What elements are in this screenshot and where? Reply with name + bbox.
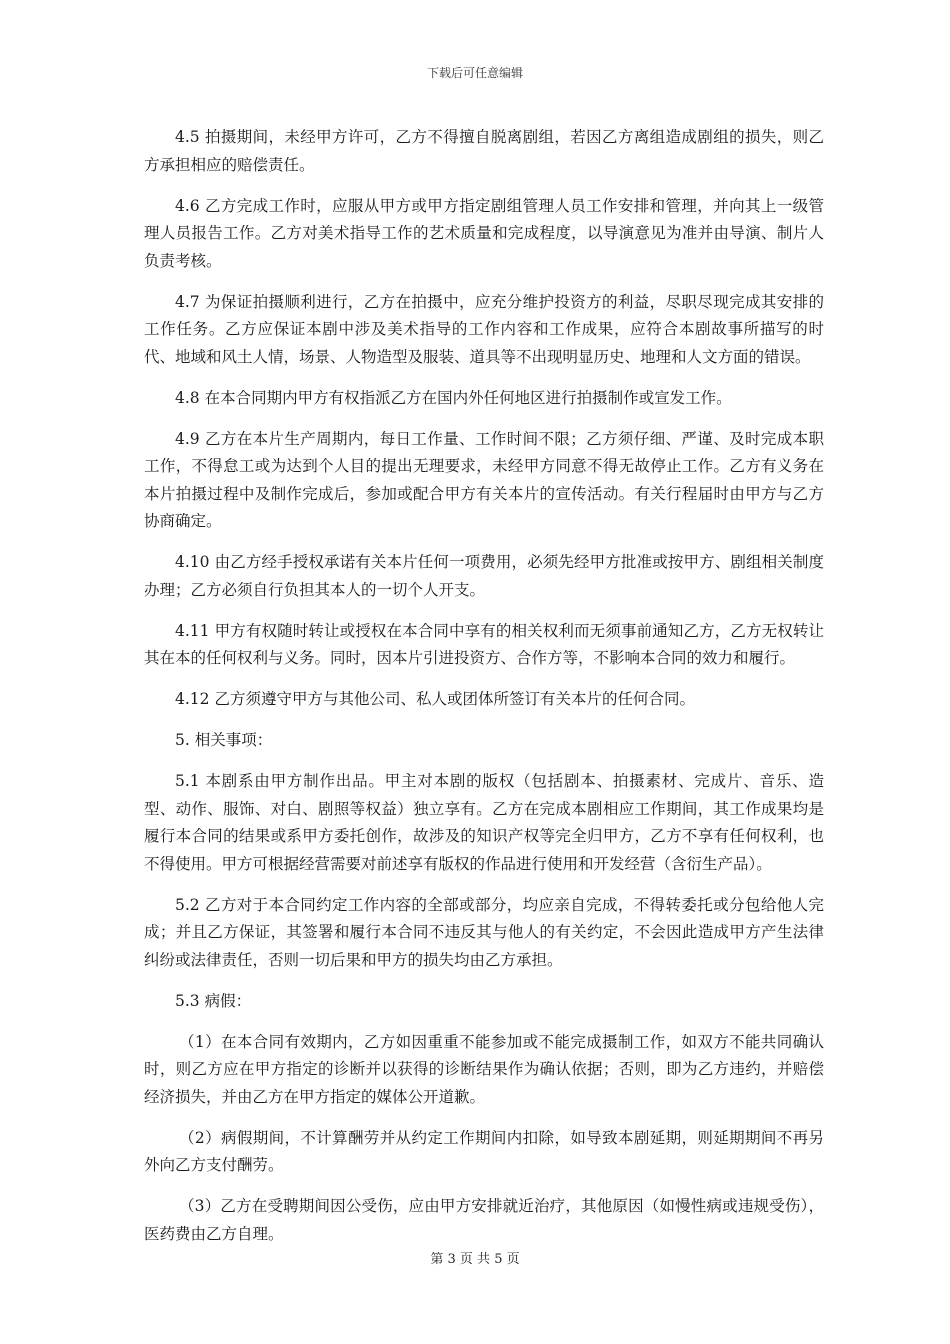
- clause-4-12: 4.12 乙方须遵守甲方与其他公司、私人或团体所签订有关本片的任何合同。: [175, 690, 695, 708]
- clause-4-10: 4.10 由乙方经手授权承诺有关本片任何一项费用，必须先经甲方批准或按甲方、剧组相关制度办理；乙方必须自行负担其本人的一切个人开支。: [144, 553, 824, 599]
- clause-5-3-item-3: （3）乙方在受聘期间因公受伤，应由甲方安排就近治疗，其他原因（如慢性病或违规受伤），医药费由乙方自理。: [144, 1197, 824, 1243]
- clause-5-3-item-1: （1）在本合同有效期内，乙方如因重重不能参加或不能完成摄制工作，如双方不能共同确认时，则乙方应在甲方指定的诊断并以获得的诊断结果作为确认依据；否则，即为乙方违约，并赔偿经济损失，并由乙方在甲方指定的媒体公开道歉。: [144, 1032, 824, 1106]
- clause-4-11: 4.11 甲方有权随时转让或授权在本合同中享有的相关权利而无须事前通知乙方，乙方无权转让其在本的任何权利与义务。同时，因本片引进投资方、合作方等，不影响本合同的效力和履行。: [144, 621, 824, 667]
- clause-4-7: 4.7 为保证拍摄顺利进行，乙方在拍摄中，应充分维护投资方的利益，尽职尽现完成其安排的工作任务。乙方应保证本剧中涉及美术指导的工作内容和工作成果，应符合本剧故事所描写的时代、地域和风土人情，场景、人物造型及服装、道具等不出现明显历史、地理和人文方面的错误。: [144, 292, 824, 366]
- section-5-heading: 5. 相关事项：: [175, 731, 273, 749]
- clause-5-3-heading: 5.3 病假：: [175, 991, 252, 1010]
- clause-5-3-item-2: （2）病假期间，不计算酬劳并从约定工作期间内扣除，如导致本剧延期，则延期期间不再另外向乙方支付酬劳。: [144, 1128, 824, 1174]
- clause-5-1: 5.1 本剧系由甲方制作出品。甲主对本剧的版权（包括剧本、拍摄素材、完成片、音乐、造型、动作、服饰、对白、剧照等权益）独立享有。乙方在完成本剧相应工作期间，其工作成果均是履行本合同的结果或系甲方委托创作，故涉及的知识产权等完全归甲方，乙方不享有任何权利，也不得使用。甲方可根据经营需要对前述享有版权的作品进行使用和开发经营（含衍生产品）。: [144, 772, 824, 873]
- clause-4-9: 4.9 乙方在本片生产周期内，每日工作量、工作时间不限；乙方须仔细、严谨、及时完成本职工作，不得怠工或为达到个人目的提出无理要求，未经甲方同意不得无故停止工作。乙方有义务在本片拍摄过程中及制作完成后，参加或配合甲方有关本片的宣传活动。有关行程届时由甲方与乙方协商确定。: [144, 429, 824, 530]
- page-number: 第 3 页 共 5 页: [430, 1252, 520, 1267]
- clause-4-5: 4.5 拍摄期间，未经甲方许可，乙方不得擅自脱离剧组，若因乙方离组造成剧组的损失，则乙方承担相应的赔偿责任。: [144, 128, 824, 174]
- clause-4-8: 4.8 在本合同期内甲方有权指派乙方在国内外任何地区进行拍摄制作或宣发工作。: [175, 388, 732, 407]
- page-header: 下载后可任意编辑: [426, 66, 523, 80]
- clause-4-6: 4.6 乙方完成工作时，应服从甲方或甲方指定剧组管理人员工作安排和管理，并向其上一级管理人员报告工作。乙方对美术指导工作的艺术质量和完成程度，以导演意见为准并由导演、制片人负责考核。: [144, 196, 824, 270]
- clause-5-2: 5.2 乙方对于本合同约定工作内容的全部或部分，均应亲自完成，不得转委托或分包给他人完成；并且乙方保证，其签署和履行本合同不违反其与他人的有关约定，不会因此造成甲方产生法律纠纷或法律责任，否则一切后果和甲方的损失均由乙方承担。: [144, 895, 824, 969]
- document-body: [144, 124, 824, 1262]
